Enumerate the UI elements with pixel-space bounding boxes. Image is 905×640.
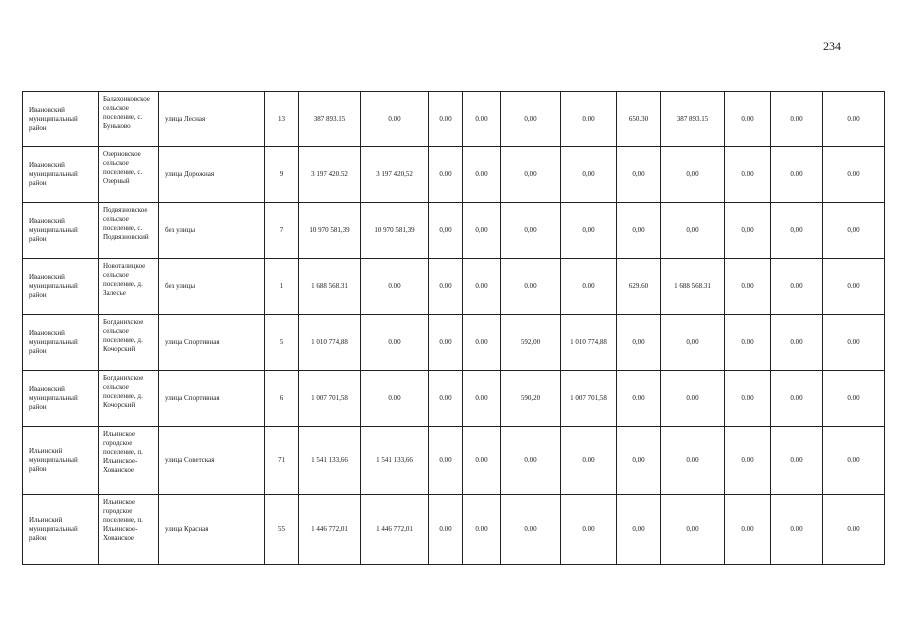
value-cell bbox=[463, 92, 501, 147]
value-cell bbox=[299, 92, 361, 147]
value-cell-text: 0.00 bbox=[582, 525, 595, 533]
value-cell bbox=[561, 259, 617, 315]
value-cell-text: 0.00 bbox=[790, 394, 803, 402]
value-cell bbox=[661, 495, 725, 565]
value-cell-text: 0.00 bbox=[741, 338, 754, 346]
settlement-cell bbox=[99, 92, 159, 147]
value-cell bbox=[617, 147, 661, 203]
value-cell bbox=[463, 203, 501, 259]
value-cell-text: 0,00 bbox=[439, 226, 452, 234]
district-cell bbox=[23, 427, 99, 495]
value-cell bbox=[361, 259, 429, 315]
value-cell bbox=[299, 371, 361, 427]
value-cell-text: 1 688 568.31 bbox=[311, 282, 348, 290]
value-cell bbox=[299, 427, 361, 495]
value-cell bbox=[429, 92, 463, 147]
settlement-cell-text: Богданихское сельское поселение, д. Кочорский bbox=[103, 374, 144, 409]
value-cell-text: 0.00 bbox=[847, 394, 860, 402]
table-row bbox=[23, 495, 885, 565]
value-cell-text: 650.30 bbox=[628, 114, 649, 123]
settlement-cell-text: Богданихское сельское поселение, д. Кочорский bbox=[103, 318, 144, 353]
value-cell-text: 0.00 bbox=[475, 456, 488, 464]
value-cell bbox=[823, 427, 885, 495]
value-cell bbox=[429, 259, 463, 315]
settlement-cell-text: Ильинское городское поселение, п. Ильинское-Хованское bbox=[103, 498, 143, 542]
value-cell bbox=[771, 427, 823, 495]
settlement-cell bbox=[99, 427, 159, 495]
page-number: 234 bbox=[823, 39, 841, 53]
value-cell bbox=[823, 147, 885, 203]
count-cell-text: 71 bbox=[278, 456, 285, 464]
value-cell-text: 0.00 bbox=[847, 114, 860, 123]
value-cell bbox=[661, 427, 725, 495]
value-cell bbox=[823, 315, 885, 371]
value-cell-text: 3 197 420.52 bbox=[311, 170, 348, 178]
district-cell-text: Ивановский муниципальный район bbox=[29, 273, 78, 299]
data-table bbox=[22, 91, 885, 565]
value-cell bbox=[361, 203, 429, 259]
street-cell-text: улица Спортивная bbox=[165, 338, 220, 346]
settlement-cell-text: Ильинское городское поселение, п. Ильинское-Хованское bbox=[103, 430, 143, 474]
count-cell-text: 1 bbox=[279, 282, 284, 290]
value-cell bbox=[501, 495, 561, 565]
value-cell bbox=[823, 203, 885, 259]
value-cell bbox=[561, 427, 617, 495]
district-cell bbox=[23, 147, 99, 203]
value-cell-text: 0.00 bbox=[847, 456, 860, 464]
value-cell bbox=[463, 495, 501, 565]
value-cell bbox=[501, 259, 561, 315]
value-cell-text: 0,00 bbox=[686, 525, 699, 533]
value-cell bbox=[561, 495, 617, 565]
value-cell bbox=[429, 203, 463, 259]
value-cell-text: 629.60 bbox=[628, 282, 649, 290]
count-cell bbox=[265, 427, 299, 495]
value-cell bbox=[617, 495, 661, 565]
value-cell bbox=[299, 259, 361, 315]
table-row bbox=[23, 147, 885, 203]
district-cell bbox=[23, 495, 99, 565]
count-cell-text: 5 bbox=[279, 338, 284, 346]
street-cell-text: улица Красная bbox=[165, 525, 209, 533]
street-cell bbox=[159, 203, 265, 259]
value-cell-text: 0.00 bbox=[790, 282, 803, 290]
value-cell-text: 0.00 bbox=[388, 114, 401, 123]
value-cell bbox=[463, 371, 501, 427]
value-cell-text: 1 541 133,66 bbox=[311, 456, 348, 464]
value-cell-text: 0,00 bbox=[686, 338, 699, 346]
value-cell bbox=[725, 259, 771, 315]
value-cell bbox=[501, 203, 561, 259]
count-cell bbox=[265, 259, 299, 315]
value-cell bbox=[725, 495, 771, 565]
value-cell-text: 387 893.15 bbox=[676, 114, 709, 123]
district-cell bbox=[23, 203, 99, 259]
value-cell-text: 0,00 bbox=[632, 170, 645, 178]
street-cell bbox=[159, 259, 265, 315]
settlement-cell-text: Балахонковское сельское поселение, с. Буньково bbox=[103, 95, 150, 130]
district-cell-text: Ильинский муниципальный район bbox=[29, 516, 78, 542]
value-cell-text: 0.00 bbox=[741, 394, 754, 402]
district-cell-text: Ивановский муниципальный район bbox=[29, 385, 78, 411]
value-cell bbox=[361, 315, 429, 371]
value-cell bbox=[661, 315, 725, 371]
value-cell-text: 1 007 701,58 bbox=[311, 394, 348, 402]
value-cell-text: 0.00 bbox=[582, 114, 595, 123]
count-cell bbox=[265, 147, 299, 203]
value-cell-text: 0.00 bbox=[741, 282, 754, 290]
value-cell-text: 592,00 bbox=[520, 338, 541, 346]
value-cell bbox=[361, 147, 429, 203]
value-cell bbox=[463, 315, 501, 371]
value-cell bbox=[299, 495, 361, 565]
street-cell bbox=[159, 495, 265, 565]
street-cell-text: улица Дорожная bbox=[165, 170, 215, 178]
value-cell-text: 0.00 bbox=[475, 525, 488, 533]
value-cell-text: 0,00 bbox=[632, 226, 645, 234]
street-cell-text: улица Лесная bbox=[165, 114, 206, 123]
value-cell-text: 0.00 bbox=[524, 456, 537, 464]
value-cell-text: 0.00 bbox=[790, 338, 803, 346]
table-row bbox=[23, 427, 885, 495]
value-cell-text: 0,00 bbox=[582, 170, 595, 178]
value-cell-text: 0,00 bbox=[524, 114, 537, 123]
settlement-cell bbox=[99, 495, 159, 565]
value-cell bbox=[771, 92, 823, 147]
value-cell-text: 0.00 bbox=[439, 456, 452, 464]
value-cell-text: 0.00 bbox=[439, 394, 452, 402]
value-cell-text: 0.00 bbox=[582, 456, 595, 464]
value-cell-text: 0.00 bbox=[686, 456, 699, 464]
value-cell bbox=[617, 92, 661, 147]
value-cell-text: 0.00 bbox=[439, 170, 452, 178]
value-cell bbox=[661, 203, 725, 259]
value-cell bbox=[299, 203, 361, 259]
value-cell-text: 1 007 701,58 bbox=[570, 394, 607, 402]
value-cell-text: 0.00 bbox=[475, 338, 488, 346]
value-cell bbox=[617, 371, 661, 427]
value-cell bbox=[725, 371, 771, 427]
value-cell bbox=[725, 92, 771, 147]
settlement-cell-text: Новоталицкое сельское поселение, д. Залесье bbox=[103, 262, 146, 297]
value-cell-text: 590,20 bbox=[520, 394, 541, 402]
value-cell-text: 1 688 568.31 bbox=[674, 282, 711, 290]
value-cell bbox=[361, 427, 429, 495]
street-cell bbox=[159, 315, 265, 371]
street-cell bbox=[159, 147, 265, 203]
value-cell-text: 0.00 bbox=[439, 282, 452, 290]
settlement-cell-text: Подвязновское сельское поселение, с. Подвязновский bbox=[103, 206, 149, 241]
value-cell-text: 0,00 bbox=[686, 226, 699, 234]
count-cell-text: 9 bbox=[279, 170, 284, 178]
value-cell-text: 0,00 bbox=[632, 525, 645, 533]
count-cell-text: 6 bbox=[279, 394, 284, 402]
value-cell bbox=[463, 259, 501, 315]
value-cell bbox=[617, 259, 661, 315]
value-cell-text: 0.00 bbox=[388, 394, 401, 402]
value-cell-text: 0.00 bbox=[524, 282, 537, 290]
value-cell-text: 0.00 bbox=[475, 394, 488, 402]
value-cell-text: 0.00 bbox=[741, 114, 754, 123]
value-cell-text: 0.00 bbox=[388, 338, 401, 346]
table-row bbox=[23, 371, 885, 427]
value-cell bbox=[361, 92, 429, 147]
value-cell-text: 0.00 bbox=[388, 282, 401, 290]
value-cell bbox=[771, 203, 823, 259]
value-cell bbox=[661, 371, 725, 427]
value-cell-text: 0.00 bbox=[439, 114, 452, 123]
value-cell bbox=[429, 371, 463, 427]
street-cell bbox=[159, 427, 265, 495]
value-cell bbox=[299, 315, 361, 371]
table-row bbox=[23, 92, 885, 147]
settlement-cell bbox=[99, 147, 159, 203]
value-cell bbox=[561, 315, 617, 371]
value-cell-text: 387 893.15 bbox=[313, 114, 346, 123]
count-cell-text: 7 bbox=[279, 226, 284, 234]
value-cell bbox=[725, 203, 771, 259]
district-cell-text: Ивановский муниципальный район bbox=[29, 329, 78, 355]
street-cell-text: без улицы bbox=[165, 282, 196, 290]
value-cell-text: 1 446 772,01 bbox=[376, 525, 413, 533]
value-cell-text: 0.00 bbox=[632, 394, 645, 402]
value-cell bbox=[771, 495, 823, 565]
value-cell bbox=[501, 147, 561, 203]
value-cell bbox=[823, 371, 885, 427]
value-cell-text: 0,00 bbox=[524, 226, 537, 234]
value-cell bbox=[463, 427, 501, 495]
table-row bbox=[23, 315, 885, 371]
value-cell-text: 0.00 bbox=[790, 114, 803, 123]
settlement-cell bbox=[99, 371, 159, 427]
value-cell bbox=[429, 495, 463, 565]
value-cell bbox=[501, 371, 561, 427]
value-cell-text: 0.00 bbox=[790, 170, 803, 178]
value-cell-text: 0.00 bbox=[847, 170, 860, 178]
street-cell-text: улица Спортивная bbox=[165, 394, 220, 402]
count-cell bbox=[265, 371, 299, 427]
value-cell bbox=[463, 147, 501, 203]
value-cell bbox=[823, 92, 885, 147]
value-cell bbox=[617, 315, 661, 371]
value-cell-text: 1 010 774,88 bbox=[570, 338, 607, 346]
value-cell bbox=[561, 92, 617, 147]
value-cell bbox=[501, 427, 561, 495]
value-cell bbox=[429, 427, 463, 495]
value-cell bbox=[771, 315, 823, 371]
district-cell-text: Ильинский муниципальный район bbox=[29, 447, 78, 473]
value-cell-text: 0.00 bbox=[686, 394, 699, 402]
street-cell bbox=[159, 92, 265, 147]
value-cell bbox=[617, 427, 661, 495]
table-row bbox=[23, 259, 885, 315]
count-cell bbox=[265, 203, 299, 259]
value-cell-text: 0,00 bbox=[632, 456, 645, 464]
value-cell-text: 0.00 bbox=[439, 525, 452, 533]
value-cell-text: 0,00 bbox=[741, 226, 754, 234]
value-cell-text: 0,00 bbox=[582, 226, 595, 234]
count-cell bbox=[265, 495, 299, 565]
settlement-cell bbox=[99, 203, 159, 259]
value-cell-text: 0.00 bbox=[790, 456, 803, 464]
count-cell bbox=[265, 315, 299, 371]
value-cell-text: 0.00 bbox=[847, 525, 860, 533]
value-cell-text: 0,00 bbox=[847, 226, 860, 234]
value-cell bbox=[429, 147, 463, 203]
value-cell-text: 0.00 bbox=[524, 525, 537, 533]
value-cell-text: 0.00 bbox=[582, 282, 595, 290]
value-cell bbox=[361, 371, 429, 427]
value-cell-text: 0,00 bbox=[475, 226, 488, 234]
district-cell bbox=[23, 92, 99, 147]
street-cell-text: без улицы bbox=[165, 226, 196, 234]
value-cell bbox=[725, 427, 771, 495]
value-cell bbox=[299, 147, 361, 203]
district-cell-text: Ивановский муниципальный район bbox=[29, 217, 78, 243]
value-cell bbox=[501, 315, 561, 371]
count-cell-text: 13 bbox=[278, 114, 285, 123]
value-cell-text: 1 446 772,01 bbox=[311, 525, 348, 533]
value-cell bbox=[617, 203, 661, 259]
value-cell-text: 0,00 bbox=[790, 226, 803, 234]
value-cell-text: 0,00 bbox=[632, 338, 645, 346]
value-cell-text: 0.00 bbox=[475, 282, 488, 290]
settlement-cell bbox=[99, 259, 159, 315]
value-cell bbox=[501, 92, 561, 147]
value-cell-text: 0.00 bbox=[475, 114, 488, 123]
value-cell bbox=[771, 147, 823, 203]
value-cell-text: 0.00 bbox=[847, 338, 860, 346]
value-cell bbox=[361, 495, 429, 565]
count-cell bbox=[265, 92, 299, 147]
district-cell bbox=[23, 259, 99, 315]
district-cell bbox=[23, 371, 99, 427]
value-cell-text: 0.00 bbox=[475, 170, 488, 178]
value-cell-text: 0.00 bbox=[790, 525, 803, 533]
value-cell bbox=[661, 92, 725, 147]
district-cell-text: Ивановский муниципальный район bbox=[29, 105, 78, 132]
value-cell bbox=[771, 371, 823, 427]
value-cell bbox=[771, 259, 823, 315]
value-cell-text: 0,00 bbox=[524, 170, 537, 178]
value-cell bbox=[661, 147, 725, 203]
value-cell bbox=[661, 259, 725, 315]
value-cell-text: 0.00 bbox=[439, 338, 452, 346]
value-cell-text: 0,00 bbox=[686, 170, 699, 178]
value-cell-text: 0.00 bbox=[847, 282, 860, 290]
district-cell bbox=[23, 315, 99, 371]
value-cell bbox=[725, 315, 771, 371]
table-row bbox=[23, 203, 885, 259]
settlement-cell-text: Озерновское сельское поселение, с. Озерный bbox=[103, 150, 143, 185]
value-cell-text: 1 010 774,88 bbox=[311, 338, 348, 346]
value-cell-text: 10 970 581,39 bbox=[374, 226, 415, 234]
value-cell bbox=[561, 203, 617, 259]
street-cell bbox=[159, 371, 265, 427]
street-cell-text: улица Советская bbox=[165, 456, 215, 464]
settlement-cell bbox=[99, 315, 159, 371]
value-cell bbox=[725, 147, 771, 203]
value-cell bbox=[823, 259, 885, 315]
value-cell bbox=[429, 315, 463, 371]
value-cell bbox=[561, 371, 617, 427]
value-cell-text: 0.00 bbox=[741, 170, 754, 178]
count-cell-text: 55 bbox=[278, 525, 285, 533]
value-cell-text: 1 541 133,66 bbox=[376, 456, 413, 464]
value-cell-text: 0.00 bbox=[741, 456, 754, 464]
value-cell-text: 0.00 bbox=[741, 525, 754, 533]
district-cell-text: Ивановский муниципальный район bbox=[29, 161, 78, 187]
value-cell bbox=[561, 147, 617, 203]
value-cell-text: 3 197 420,52 bbox=[376, 170, 413, 178]
value-cell bbox=[823, 495, 885, 565]
value-cell-text: 10 970 581,39 bbox=[309, 226, 350, 234]
